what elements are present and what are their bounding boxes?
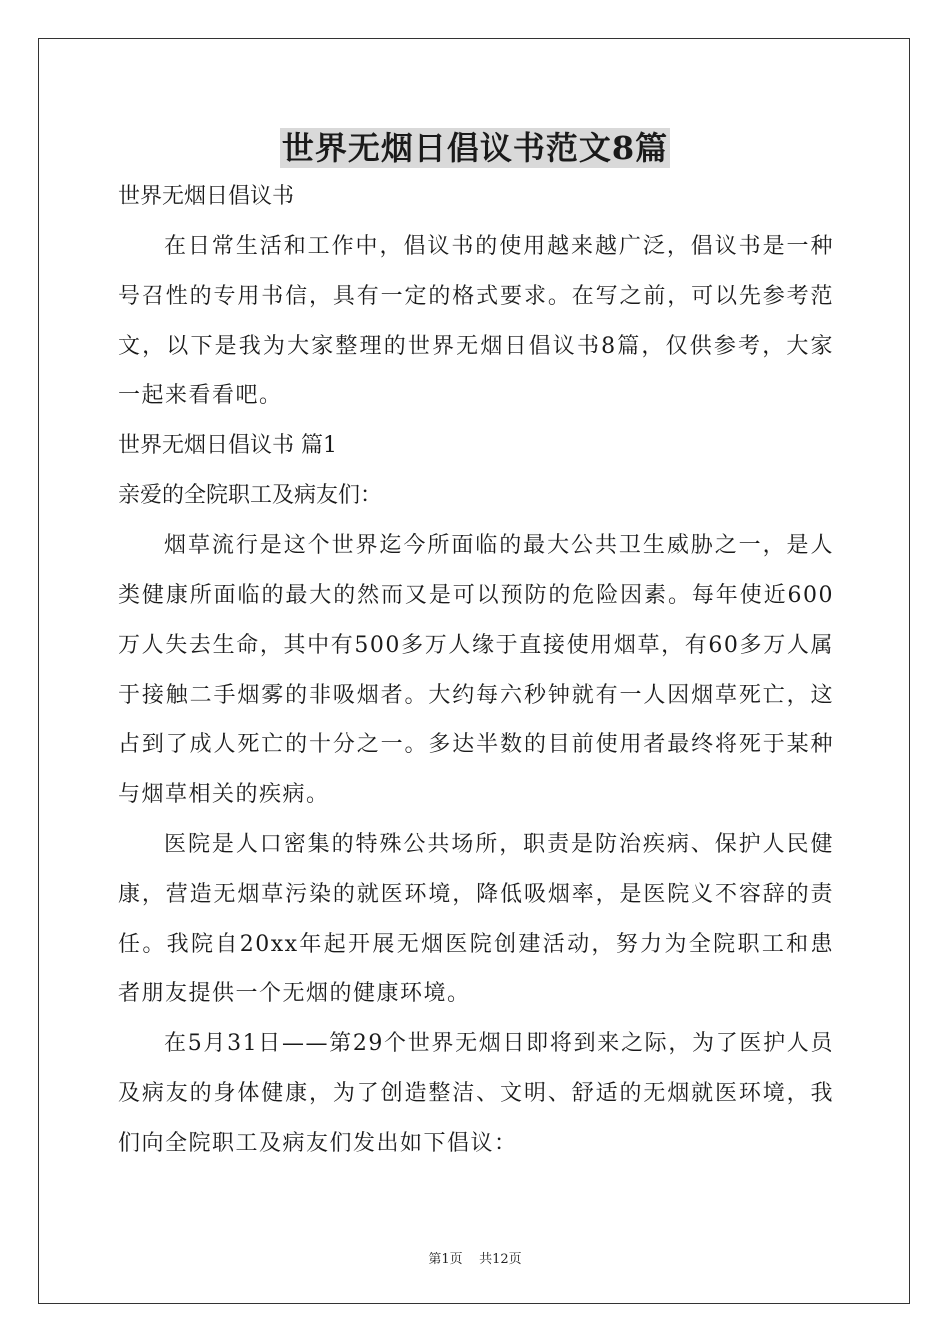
salutation: 亲爱的全院职工及病友们： [118, 483, 383, 509]
body-paragraph: 在5月31日——第29个世界无烟日即将到来之际，为了医护人员及病友的身体健康，为了创造整洁、文明、舒适的无烟就医环境，我们向全院职工及病友们发出如下倡议： [118, 1031, 834, 1156]
page-number: 第1页 共12页 [428, 1252, 522, 1267]
document-title: 世界无烟日倡议书范文8篇 [281, 129, 669, 167]
title-container [0, 128, 950, 168]
intro-paragraph: 在日常生活和工作中，倡议书的使用越来越广泛，倡议书是一种号召性的专用书信，具有一定的格式要求。在写之前，可以先参考范文，以下是我为大家整理的世界无烟日倡议书8篇，仅供参考，大家一起来看看吧。 [118, 234, 834, 409]
document-body [118, 172, 834, 1169]
section-heading: 世界无烟日倡议书 篇1 [118, 433, 337, 459]
document-subtitle: 世界无烟日倡议书 [118, 184, 295, 209]
body-paragraph: 烟草流行是这个世界迄今所面临的最大公共卫生威胁之一，是人类健康所面临的最大的然而又是可以预防的危险因素。每年使近600万人失去生命，其中有500多万人缘于直接使用烟草，有60多万人属于接触二手烟雾的非吸烟者。大约每六秒钟就有一人因烟草死亡，这占到了成人死亡的十分之一。多达半数的目前使用者最终将死于某种与烟草相关的疾病。 [118, 533, 834, 808]
body-paragraph: 医院是人口密集的特殊公共场所，职责是防治疾病、保护人民健康，营造无烟草污染的就医环境，降低吸烟率，是医院义不容辞的责任。我院自20xx年起开展无烟医院创建活动，努力为全院职工和患者朋友提供一个无烟的健康环境。 [118, 831, 834, 1007]
